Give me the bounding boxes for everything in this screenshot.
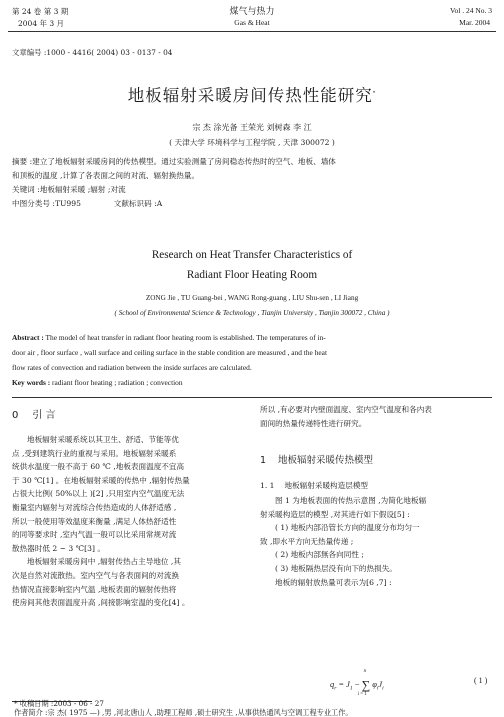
text-line: 所以一般使用等效温度来衡量 ,满足人体热舒适性 bbox=[12, 516, 177, 526]
assumption-3: ( 3) 地板隔热层没有向下的热损失。 bbox=[275, 563, 397, 573]
paper-title-en bbox=[0, 245, 504, 285]
text-line: 衡量室内辐射与对流综合传热造成的人体舒适感 , bbox=[12, 502, 177, 512]
section-1-1-heading: 1. 1 地板辐射采暖构造层模型 bbox=[260, 481, 369, 490]
clc-number: 中图分类号 :TU995 bbox=[12, 199, 81, 208]
text-line: 占很大比例( 50%以上 )[2] ,只用室内空气温度无法 bbox=[12, 489, 185, 499]
summation-sign: ∑ n i = 1 bbox=[357, 669, 371, 697]
assumption-2: ( 2) 地板内部無各向同性 ; bbox=[275, 550, 364, 560]
abstract-en bbox=[12, 330, 496, 390]
affiliation-cn: ( 天津大学 环境科学与工程学院 , 天津 300072 ) bbox=[169, 138, 335, 147]
footnote-received: * 收稿日期 :2003 - 06 - 27 bbox=[14, 699, 104, 708]
text-line: 使房间其他表面温度升高 ,间接影响室温的变化[4] 。 bbox=[12, 598, 190, 608]
equation-1: $q_r = J_1$ − ∑ n i = 1 $\varphi_iJ_i$ bbox=[330, 669, 384, 697]
keywords-en-label: Key words : bbox=[12, 378, 51, 387]
text-line: 热情况直接影响室内气温 ,地板表面的辐射传热将 bbox=[12, 584, 177, 594]
paper-title-cn: 地板辐射采暖房间传热性能研究* bbox=[127, 86, 377, 105]
title-en-line: Radiant Floor Heating Room bbox=[186, 269, 318, 281]
text-line: 图 1 为地板表面的传热示意图 ,为简化地板辐 bbox=[275, 496, 427, 505]
text-line: 地板辐射采暖房间中 ,辐射传热占主导地位 ,其 bbox=[27, 557, 181, 567]
journal-name-en: Gas & Heat bbox=[234, 18, 270, 27]
text-line: 地板的辐射放热量可表示为[6 ,7] : bbox=[275, 577, 392, 587]
text-line: 统供水温度一般不高于 60 ℃ ,地板表面温度不宜高 bbox=[12, 462, 185, 472]
footnote bbox=[14, 699, 353, 717]
classification-line bbox=[12, 197, 496, 211]
text-line: 射采暖构造层的模型 ,对其进行如下假设[5] : bbox=[260, 509, 410, 519]
abstract-rule bbox=[12, 397, 492, 398]
abstract-en-line: Abstract : The model of heat transfer in radiant floor heating room is established. The temperatures of in- bbox=[12, 333, 326, 342]
header-date-en: Mar. 2004 bbox=[459, 18, 490, 27]
text-line: 面间的热量传递特性进行研究。 bbox=[260, 418, 367, 428]
affiliation-en: ( School of Environmental Science & Technology , Tianjin University , Tianjin 300072 , China ) bbox=[114, 309, 390, 317]
abstract-en-line: flow rates of convection and radiation between the inside surfaces are calculated. bbox=[12, 363, 252, 372]
abstract-cn-line: 和顶板的温度 ,计算了各表面之间的对流、辐射换热量。 bbox=[12, 171, 200, 180]
authors-cn: 宗 杰 涂光备 王荣光 刘树森 李 江 bbox=[192, 123, 312, 132]
article-number: 文章编号 :1000 - 4416( 2004) 03 - 0137 - 04 bbox=[12, 48, 173, 57]
abstract-en-label: Abstract : bbox=[12, 333, 44, 342]
keywords-cn: 关键词 :地板辐射采暖 ;辐射 ;对流 bbox=[12, 185, 126, 194]
keywords-en: Key words : radiant floor heating ; radiation ; convection bbox=[12, 378, 183, 387]
intro-paragraph-1 bbox=[12, 433, 240, 555]
document-code: 文献标识码 :A bbox=[113, 199, 163, 208]
section-0-heading: 0 引 言 bbox=[12, 410, 56, 421]
journal-name-cn: 煤气与热力 bbox=[229, 7, 275, 17]
intro-paragraph-2 bbox=[12, 555, 240, 609]
right-column-top bbox=[260, 403, 494, 430]
abstract-en-line: door air , floor surface , wall surface and ceiling surface in the stable condition are measured , and the heat bbox=[12, 348, 327, 357]
abstract-cn-line: 摘要 :建立了地板辐射采暖房间的传热模型。通过实验测量了房间稳态传热时的空气、地板、墙体 bbox=[12, 157, 336, 166]
header-volume-cn: 第 24 卷 第 3 期 bbox=[12, 7, 69, 16]
title-en-line: Research on Heat Transfer Characteristics of bbox=[151, 249, 353, 261]
footnote-author-bio: 作者简介 :宗 杰( 1975 —) ,男 ,河北唐山人 ,助理工程师 ,硕士研究生 ,从事供热通风与空调工程专业工作。 bbox=[14, 708, 353, 717]
right-column-body bbox=[260, 494, 494, 589]
text-line: 次是自然对流散热。室内空气与各表面间的对流换 bbox=[12, 570, 180, 580]
text-line: 致 ,即水平方向无热量传递 ; bbox=[260, 536, 354, 546]
header-volume-en: Vol . 24 No. 3 bbox=[450, 6, 492, 15]
text-line: 点 ,受到建筑行业的重视与采用。地板辐射采暖系 bbox=[12, 448, 177, 458]
text-line: 于 30 ℃[1] 。在地板辐射采暖的传热中 ,辐射传热量 bbox=[12, 475, 190, 485]
text-line: 散热器时低 2 ~ 3 ℃[3] 。 bbox=[12, 543, 105, 553]
title-footnote-mark: * bbox=[372, 90, 377, 97]
text-line: 地板辐射采暖系统以其卫生、舒适、节能等优 bbox=[27, 435, 179, 444]
left-column-body bbox=[12, 433, 240, 610]
section-1-heading: 1 地板辐射采暖传热模型 bbox=[260, 455, 374, 466]
abstract-cn bbox=[12, 155, 496, 211]
text-line: 所以 ,有必要对内壁面温度、室内空气温度和各内表 bbox=[260, 405, 432, 414]
header-date-cn: 2004 年 3 月 bbox=[18, 19, 65, 28]
text-line: 的同等要求时 ,室内气温一般可以比采用常规对流 bbox=[12, 530, 177, 540]
authors-en: ZONG Jie , TU Guang-bei , WANG Rong-guang , LIU Shu-sen , LI Jiang bbox=[145, 294, 359, 302]
equation-number: ( 1 ) bbox=[474, 676, 488, 685]
header-rule bbox=[8, 31, 496, 32]
assumption-1: ( 1) 地板内部沿管长方向的温度分布均匀一 bbox=[275, 523, 420, 533]
